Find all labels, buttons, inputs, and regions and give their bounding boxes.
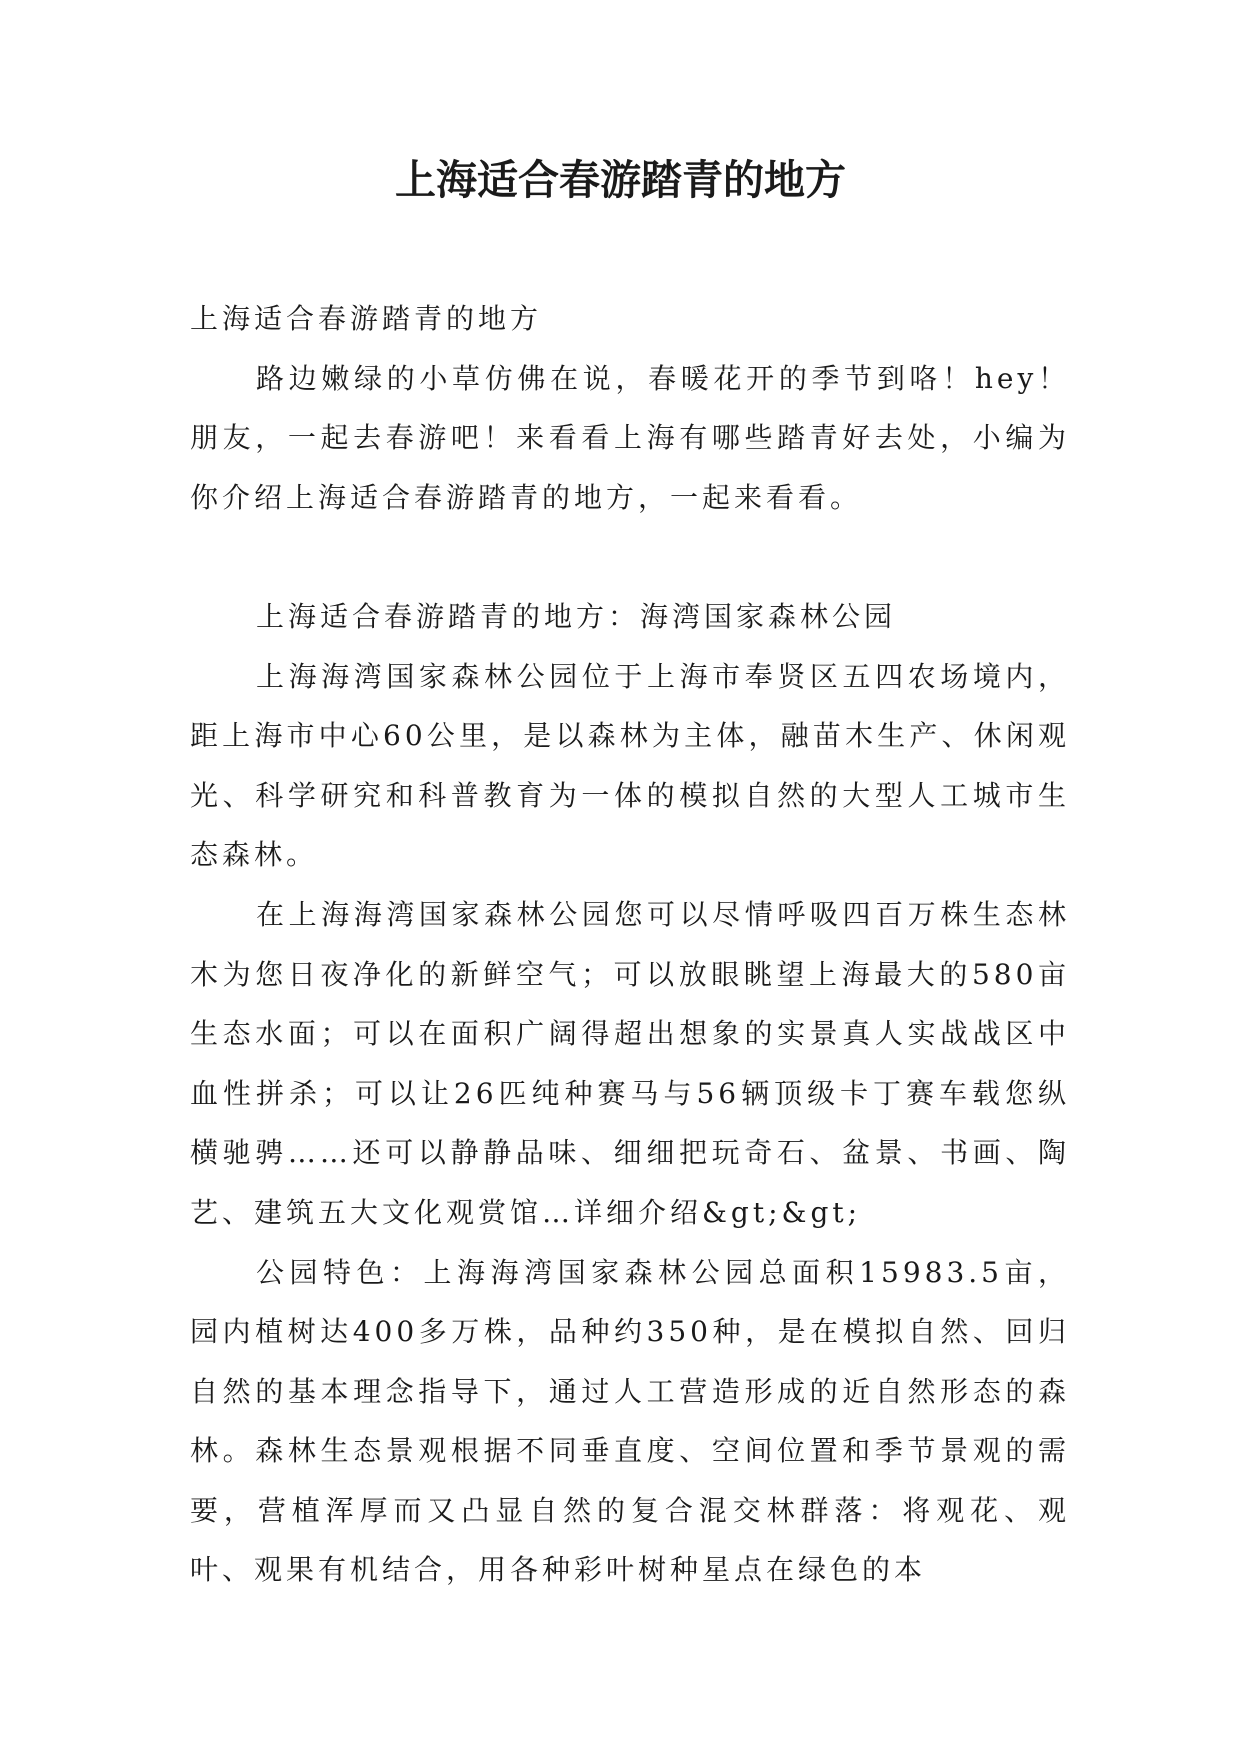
document-title: 上海适合春游踏青的地方 [395, 156, 846, 204]
body-paragraph: 公园特色：上海海湾国家森林公园总面积15983.5亩，园内植树达400多万株，品种约350种，是在模拟自然、回归自然的基本理念指导下，通过人工营造形成的近自然形态的森林。森林生态景观根据不同垂直度、空间位置和季节景观的需要，营植浑厚而又凸显自然的复合混交林群落：将观花、观叶、观果有机结合，用各种彩叶树种星点在绿色的本 [190, 1255, 1070, 1587]
subtitle-paragraph: 上海适合春游踏青的地方 [190, 302, 543, 335]
body-paragraph: 上海海湾国家森林公园位于上海市奉贤区五四农场境内，距上海市中心60公里，是以森林为主体，融苗木生产、休闲观光、科学研究和科普教育为一体的模拟自然的大型人工城市生态森林。 [190, 659, 1070, 872]
document-body [190, 289, 1070, 1600]
intro-paragraph: 路边嫩绿的小草仿佛在说，春暖花开的季节到咯！hey！朋友，一起去春游吧！来看看上海有哪些踏青好去处，小编为你介绍上海适合春游踏青的地方，一起来看看。 [190, 361, 1070, 514]
section-heading: 上海适合春游踏青的地方：海湾国家森林公园 [256, 599, 897, 633]
body-paragraph: 在上海海湾国家森林公园您可以尽情呼吸四百万株生态林木为您日夜净化的新鲜空气；可以放眼眺望上海最大的580亩生态水面；可以在面积广阔得超出想象的实景真人实战战区中血性拼杀；可以让26匹纯种赛马与56辆顶级卡丁赛车载您纵横驰骋……还可以静静品味、细细把玩奇石、盆景、书画、陶艺、建筑五大文化观赏馆…详细介绍&gt;&gt; [190, 897, 1070, 1229]
